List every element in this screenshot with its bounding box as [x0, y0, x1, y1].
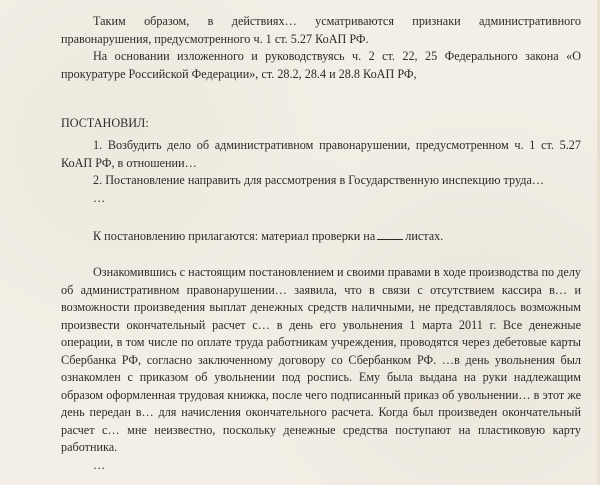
conclusion-paragraph: Таким образом, в действиях… усматриваются признаки административного правонарушения, предусмотренного ч. 1 ст. 5.27 КоАП РФ. — [61, 14, 581, 46]
statement-paragraph: Ознакомившись с настоящим постановлением и своими правами в ходе производства по делу об административном правонарушении… заявила, что в связи с отсутствием кассира в… и возможности произведения выплат денежных средств наличными, не представлялось возможным произвести окончательный расчет с… в день его увольнения 1 марта 2011 г. Все денежные операции, в том числе по оплате труда работникам учреждения, проводятся через дебетовые карты Сбербанка РФ, согласно заключенному договору со Сбербанком РФ. …в день увольнения был ознакомлен с приказом об увольнении под роспись. Ему была выдана на руки надлежащим образом оформленная трудовая книжка, после чего подписанный приказ об увольнении… в этот же день передан в… для начисления окончательного расчета. Когда был произведен окончательный расчет с… мне неизвестно, поскольку денежные средства поступают на пластиковую карту работника. — [61, 265, 581, 454]
attachment-section — [61, 228, 581, 246]
statement-ellipsis: … — [93, 457, 106, 472]
attachment-prefix: К постановлению прилагаются: материал проверки на — [93, 229, 376, 243]
resolution-item-2: 2. Постановление направить для рассмотрения в Государственную инспекцию труда… — [93, 173, 545, 187]
resolution-items — [61, 137, 581, 207]
legal-basis-paragraph: На основании изложенного и руководствуясь ч. 2 ст. 22, 25 Федерального закона «О прокуратуре Российской Федерации», ст. 28.2, 28.4 и 28.8 КоАП РФ, — [61, 49, 581, 81]
attachment-suffix: листах. — [405, 229, 444, 243]
attachment-line — [61, 228, 581, 246]
pages-count-blank — [377, 228, 403, 240]
resolution-ellipsis: … — [93, 190, 106, 205]
statement-section — [61, 264, 581, 474]
resolution-heading: ПОСТАНОВИЛ: — [61, 116, 149, 130]
resolution-section — [61, 115, 581, 133]
intro-section — [61, 13, 581, 83]
resolution-item-1: 1. Возбудить дело об административном правонарушении, предусмотренном ч. 1 ст. 5.27 КоАП РФ, в отношении… — [61, 138, 581, 170]
